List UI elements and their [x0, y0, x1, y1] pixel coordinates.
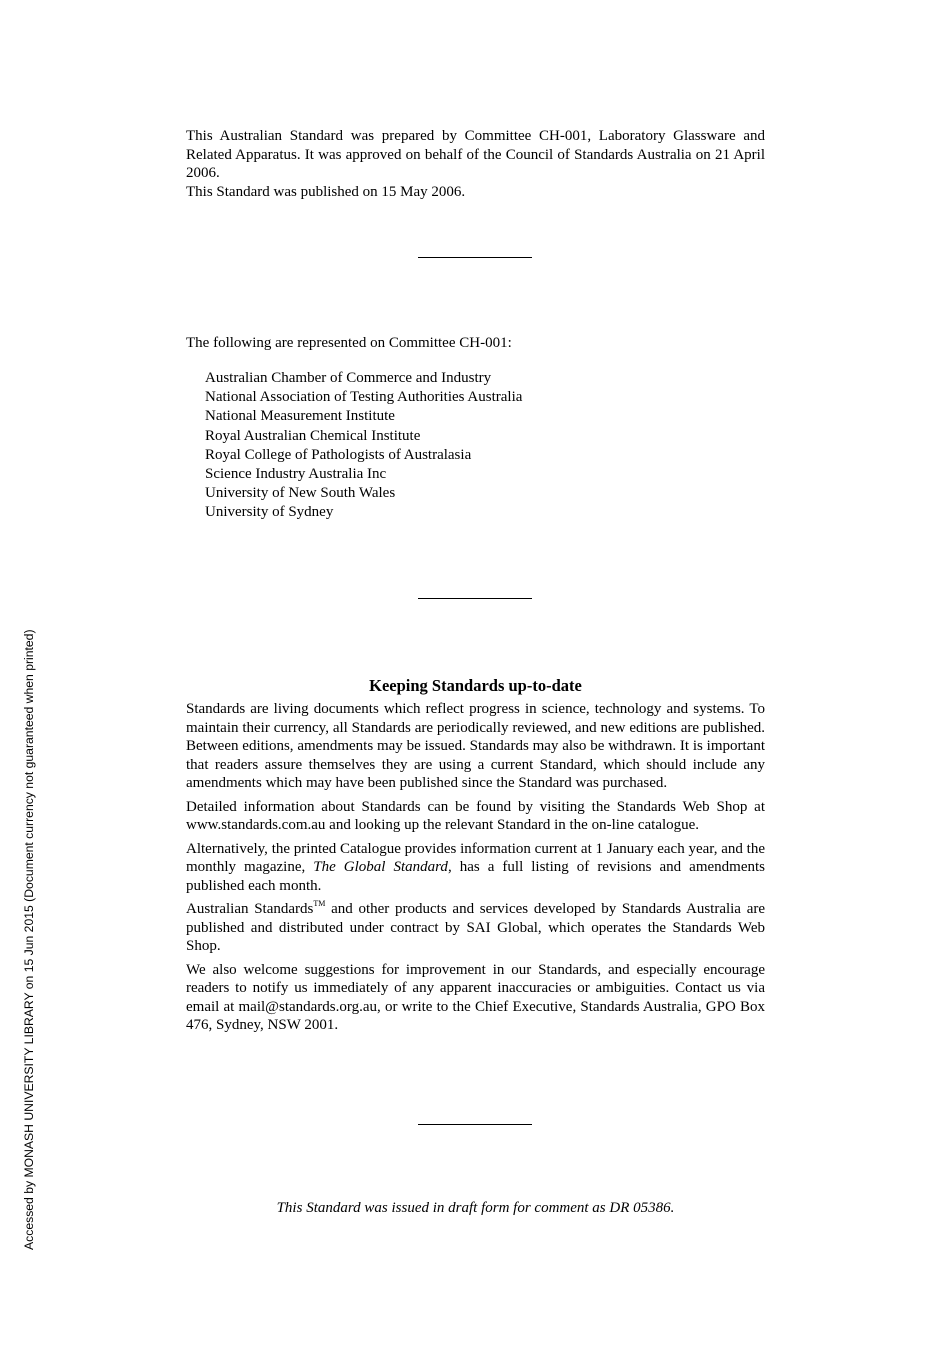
- magazine-title: The Global Standard: [313, 859, 448, 875]
- catalogue-text-start: Alternatively, the printed Catalogue provides information current at 1 January each year, and the monthly magazine,: [186, 840, 765, 875]
- access-watermark: Accessed by MONASH UNIVERSITY LIBRARY on 15 Jun 2015 (Document currency not guaranteed when printed): [22, 629, 36, 1250]
- divider-1: [418, 257, 532, 258]
- preparation-statement: [186, 127, 765, 201]
- committee-member-list: [205, 369, 522, 523]
- sai-global-text: and other products and services developed by Standards Australia are published and distributed under contract by SAI Global, which operates the Standards Web Shop.: [186, 901, 766, 954]
- paragraph-web-shop: Detailed information about Standards can be found by visiting the Standards Web Shop at www.standards.com.au and looking up the relevant Standard in the on-line catalogue.: [186, 798, 765, 833]
- publication-date-text: This Standard was published on 15 May 2006.: [186, 183, 466, 200]
- keeping-standards-body: [186, 700, 765, 1040]
- committee-member: National Association of Testing Authorities Australia: [205, 389, 523, 406]
- committee-member: Australian Chamber of Commerce and Industry: [205, 370, 492, 386]
- committee-member: National Measurement Institute: [205, 408, 395, 425]
- catalogue-text-end: , has a full listing of revisions and amendments published each month.: [186, 859, 765, 894]
- committee-member: Science Industry Australia Inc: [205, 466, 387, 483]
- committee-member: University of New South Wales: [205, 485, 396, 502]
- committee-member: Royal Australian Chemical Institute: [205, 427, 421, 444]
- committee-member: University of Sydney: [205, 504, 334, 521]
- divider-3: [418, 1124, 532, 1125]
- keeping-standards-heading: Keeping Standards up-to-date: [369, 676, 582, 695]
- divider-2: [418, 598, 532, 599]
- australian-standards-text: Australian Standards: [186, 901, 314, 917]
- draft-note: This Standard was issued in draft form for comment as DR 05386.: [276, 1200, 675, 1216]
- paragraph-catalogue: [186, 840, 765, 896]
- trademark-symbol: TM: [313, 899, 326, 908]
- paragraph-suggestions: We also welcome suggestions for improvement in our Standards, and especially encourage readers to notify us immediately of any apparent inaccuracies or ambiguities. Contact us via email at mail@standards.org.au, or write to the Chief Executive, Standards Australia, GPO Box 476, Sydney, NSW 2001.: [186, 961, 765, 1033]
- committee-member: Royal College of Pathologists of Australasia: [205, 446, 472, 463]
- paragraph-sai-global: [186, 900, 765, 956]
- committee-intro: The following are represented on Committee CH-001:: [186, 335, 512, 351]
- preparation-text: This Australian Standard was prepared by Committee CH-001, Laboratory Glassware and Related Apparatus. It was approved on behalf of the Council of Standards Australia on 21 April 2006.: [186, 128, 765, 181]
- paragraph-living-documents: Standards are living documents which reflect progress in science, technology and systems. To maintain their currency, all Standards are periodically reviewed, and new editions are published. Between editions, amendments may be issued. Standards may also be withdrawn. It is important that readers assure themselves they are using a current Standard, which should include any amendments which may have been published since the Standard was purchased.: [186, 701, 765, 791]
